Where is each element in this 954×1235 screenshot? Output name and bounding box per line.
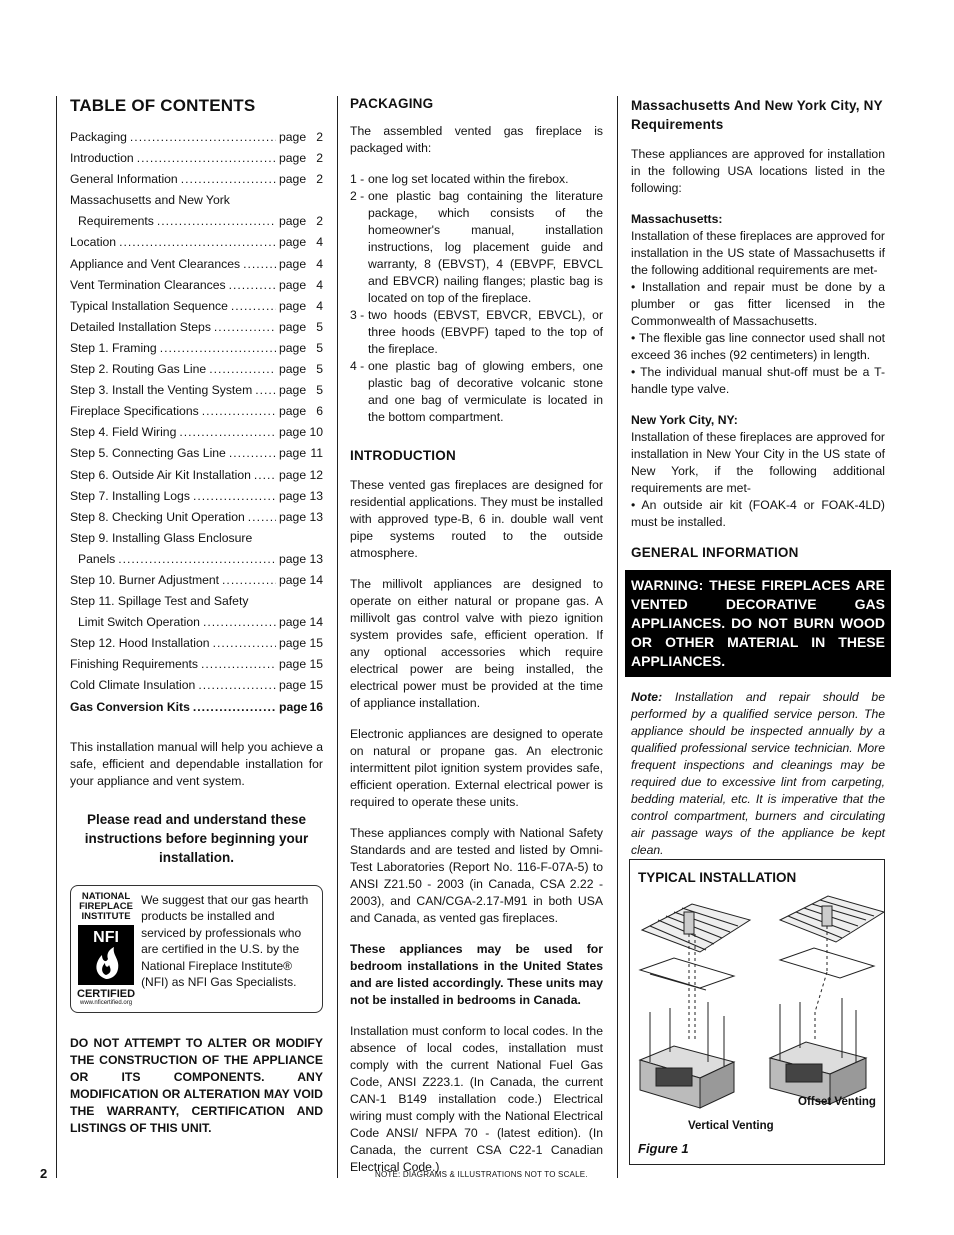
toc-entry-title: Gas Conversion Kits [70,699,190,714]
toc-entry [70,657,323,678]
offset-venting-label: Offset Venting [798,1096,876,1108]
nfi-url: www.nficertified.org [80,999,133,1006]
warning-box: WARNING: THESE FIREPLACES ARE VENTED DECORATIVE GAS APPLIANCES. DO NOT BURN WOOD OR OTHER MATERIAL IN THESE APPLIANCES. [625,570,891,677]
packaging-item-number: 3 - [350,308,365,322]
toc-page-word: page [279,615,307,630]
toc-entry [70,341,323,362]
toc-entry [70,573,323,594]
toc-page-word: page [279,657,307,672]
toc-leader-dots [203,615,276,629]
toc-page-number: 5 [316,319,323,334]
toc-page-number: 14 [309,572,323,587]
toc-page-number: 5 [316,362,323,377]
toc-page-number: 13 [309,509,323,524]
massachusetts-intro: These appliances are approved for installation in the following USA locations listed in the following: [631,147,885,195]
toc-page-word: page [279,319,307,334]
toc-entry [70,468,323,489]
toc-entry-title: Step 3. Install the Venting System [70,383,253,398]
toc-page-number: 4 [316,235,323,250]
toc-entry [70,425,323,446]
toc-page-word: page [279,425,307,440]
toc-leader-dots [198,678,276,692]
packaging-item-number: 2 - [350,189,365,203]
toc-page-number: 4 [316,277,323,292]
toc-entry-title: Packaging [70,130,127,144]
note-text: Installation and repair should be performed by a qualified service person. The appliance should be inspected annually by a qualified professional service technician. More frequent inspections and cleanings may be required due to excessive lint from carpeting, bedding material, etc. It is imperative that the control compartment, burners and circulating air passage ways of the appliance be kept clean. [631,690,885,857]
toc-entry-title: Location [70,235,117,250]
typical-installation-figure [629,859,885,1165]
toc-entry [70,362,323,383]
nfi-text: We suggest that our gas hearth products be installed and serviced by professionals who are certified in the U.S. by the National Fireplace Institute® (NFI) as NFI Gas Specialists. [141,892,309,990]
toc-entry [70,383,323,404]
toc-entry-title: Step 12. Hood Installation [70,636,210,651]
toc-leader-dots [181,172,276,186]
toc-leader-dots [157,214,276,228]
introduction-paragraph: These appliances comply with National Safety Standards and are tested and listed by Omni-Test Laboratories (Report No. 116-F-07A-5) to ANSI Z21.50 - 2003 (in Canada, CSA 2.22 - 2003), and CAN/CGA-2.17-M91 in both USA and Canada, as vented gas fireplaces. [350,826,603,925]
toc-entry-title: Step 4. Field Wiring [70,425,177,440]
toc-leader-dots [118,552,276,566]
toc-entry [70,278,323,299]
toc-page-word: page [279,298,307,313]
column-left [70,96,323,1137]
toc-page-number: 14 [309,615,323,630]
toc-leader-dots [213,636,276,650]
toc-leader-dots [214,320,276,334]
toc-page-word: page [279,699,308,714]
toc-page-number: 15 [309,678,323,693]
toc-page-number: 6 [316,404,323,419]
toc-entry-title: Step 8. Checking Unit Operation [70,509,245,524]
massachusetts-bullets [631,279,885,398]
toc-page-word: page [279,404,307,419]
toc-leader-dots [137,151,276,165]
packaging-item-text: one plastic bag of glowing embers, one plastic bag of decorative volcanic stone and one bag of vermiculate is located in the bottom compartment. [368,359,603,424]
toc-page-word: page [279,235,307,250]
vertical-venting-label: Vertical Venting [688,1120,774,1132]
toc-entry-title: Cold Climate Insulation [70,678,196,693]
toc-entry [70,235,323,256]
toc-entry [70,615,323,636]
toc-title: TABLE OF CONTENTS [70,96,256,115]
toc-entry [70,531,323,552]
toc-page-word: page [279,467,307,482]
toc-leader-dots [243,257,276,271]
toc-leader-dots [231,299,276,313]
toc-page-word: page [279,572,307,587]
massachusetts-bullet: • Installation and repair must be done by a plumber or gas fitter licensed in the Commonwealth of Massachusetts. [631,280,885,328]
packaging-item-number: 4 - [350,359,365,373]
toc-leader-dots [193,700,276,714]
toc-leader-dots [209,362,276,376]
toc-leader-dots [222,573,276,587]
toc-entry-title: Appliance and Vent Clearances [70,256,241,271]
toc-entry-title: Finishing Requirements [70,657,199,672]
toc-leader-dots [179,425,276,439]
toc-page-number: 15 [309,636,323,651]
toc-page-word: page [279,446,307,461]
toc-entry [70,510,323,531]
toc-entry-title: Step 7. Installing Logs [70,488,190,503]
toc-page-word: page [279,488,307,503]
toc-page-word: page [279,362,307,377]
massachusetts-section [631,211,885,531]
toc-page-number: 10 [309,425,323,440]
packaging-item-text: two hoods (EBVST, EBVCR, EBVCL), or three hoods (EBVPF) taped to the top of the fireplace. [368,308,603,356]
toc-entry [70,446,323,467]
toc-page-number: 2 [316,130,323,144]
toc-page-word: page [279,340,307,355]
toc-page-number: 16 [309,699,323,714]
toc-entry-title: Typical Installation Sequence [70,298,228,313]
note-paragraph [631,689,885,859]
toc-entry-title: Vent Termination Clearances [70,277,226,292]
toc-entry-title: Step 2. Routing Gas Line [70,362,207,377]
toc-leader-dots [119,235,276,249]
toc-entry [70,193,323,214]
column-middle [350,96,603,1190]
toc-leader-dots [193,489,276,503]
figure-caption: Figure 1 [638,1141,689,1156]
toc-entry [70,678,323,699]
toc-leader-dots [248,510,276,524]
toc-entry [70,257,323,278]
toc-entry [70,636,323,657]
packaging-item-number: 1 - [350,172,365,186]
packaging-item [350,171,603,188]
toc-leader-dots [130,130,276,144]
packaging-heading: PACKAGING [350,96,434,111]
toc-page-number: 5 [316,340,323,355]
codes-paragraph: Installation must conform to local codes. In the absence of local codes, installation must comply with the current National Fuel Gas Code, ANSI Z223.1. (In Canada, the current CAN-1 B149 installation code.) Electrical wiring must comply with the National Electrical Code ANSI/ NFPA 70 - (latest edition). (In Canada, the current CSA C22-1 Canadian Electrical Code.) [350,1024,603,1174]
toc-page-word: page [279,130,307,144]
introduction-paragraphs [350,477,603,927]
massachusetts-text: Installation of these fireplaces are approved for installation in the US state of Massachusetts if the following additional requirements are met- [631,229,885,277]
toc-entry [70,404,323,425]
toc-entry [70,130,323,151]
toc-entry [70,320,323,341]
introduction-heading: INTRODUCTION [350,448,456,463]
toc-entry-title: Step 5. Connecting Gas Line [70,446,226,461]
toc-entry-title: Step 6. Outside Air Kit Installation [70,467,251,482]
toc-entry-title: Step 9. Installing Glass Enclosure [70,530,253,545]
toc-page-word: page [279,172,307,187]
massachusetts-heading: Massachusetts And New York City, NY Requirements [631,98,883,132]
toc-page-word: page [279,256,307,271]
please-read-notice: Please read and understand these instructions before beginning your installation. [84,811,309,865]
nfi-logo-title: NATIONAL FIREPLACE INSTITUTE [79,890,133,922]
toc-page-number: 13 [309,551,323,566]
toc-leader-dots [202,404,276,418]
figure-title: TYPICAL INSTALLATION [638,870,797,885]
column-right [631,96,885,859]
packaging-item-text: one plastic bag containing the literature package, which consists of the homeowner's manual, installation instructions, log placement guide and warranty, 8 (EBVST), 4 (EBVPF, EBVCL and EBVCR) nailing flanges; plastic bag is located on top of the fireplace. [368,189,603,305]
toc-page-number: 15 [309,657,323,672]
massachusetts-subheading: Massachusetts: [631,212,723,226]
toc-page-number: 2 [316,151,323,166]
general-information-heading: GENERAL INFORMATION [631,545,799,560]
new-york-bullet: • An outside air kit (FOAK-4 or FOAK-4LD) must be installed. [631,498,885,529]
toc-entry-title: Step 10. Burner Adjustment [70,572,220,587]
toc-page-word: page [279,551,307,566]
toc-leader-dots [201,657,276,671]
toc-entry-title: Limit Switch Operation [78,615,200,630]
toc-entry [70,594,323,615]
toc-entry [70,489,323,510]
toc-page-number: 4 [316,298,323,313]
toc-entry [70,172,323,193]
column-divider-2 [617,96,618,1178]
toc-entry-title: Massachusetts and New York [70,193,230,208]
nfi-flame-icon: NFI [78,925,134,985]
page-number: 2 [40,1166,48,1181]
toc-page-word: page [279,214,307,229]
introduction-paragraph: Electronic appliances are designed to operate on natural or propane gas. An electronic intermittent pilot ignition system provides safe, efficient operation. External electrical power is required to operate these units. [350,727,603,809]
toc-entry-title: General Information [70,172,178,187]
nfi-certification-box [70,885,323,1013]
column-divider-1 [337,96,338,1178]
intro-paragraph: This installation manual will help you achieve a safe, efficient and dependable installation for your appliance and vent system. [70,739,323,788]
toc-entry-title: Step 11. Spillage Test and Safety [70,594,249,609]
toc-leader-dots [254,468,276,482]
toc-page-number: 5 [316,383,323,398]
nfi-certified-label: CERTIFIED [77,987,136,1000]
toc-page-number: 2 [316,172,323,187]
packaging-intro: The assembled vented gas fireplace is packaged with: [350,124,603,155]
toc-entry [70,552,323,573]
packaging-item-text: one log set located within the firebox. [368,172,569,186]
toc-entry [70,214,323,235]
bedroom-notice: These appliances may be used for bedroom installations in the United States and are listed accordingly. These units may not be installed in bedrooms in Canada. [350,942,603,1007]
toc-page-word: page [279,636,307,651]
toc-entry-title: Fireplace Specifications [70,404,199,419]
toc-leader-dots [255,383,276,397]
toc-entry-title: Introduction [70,151,134,166]
toc-entry [70,299,323,320]
toc-entry-title: Detailed Installation Steps [70,319,211,334]
packaging-item [350,358,603,426]
new-york-subheading: New York City, NY: [631,413,738,427]
toc-page-word: page [279,151,307,166]
massachusetts-bullet: • The individual manual shut-off must be a T-handle type valve. [631,365,885,396]
packaging-list [350,171,603,426]
toc-entry [70,151,323,172]
packaging-item [350,307,603,358]
toc-page-number: 11 [310,446,323,461]
toc-page-word: page [279,277,307,292]
toc-leader-dots [229,278,276,292]
toc-page-word: page [279,383,307,398]
introduction-paragraph: The millivolt appliances are designed to operate on either natural or propane gas. A millivolt gas control valve with piezo ignition system provides safe, efficient operation. If any optional accessories which require electrical power are being installed, the electrical power must be provided at the time of appliance installation. [350,577,603,710]
massachusetts-bullet: • The flexible gas line connector used shall not exceed 36 inches (92 centimeters) in length. [631,331,885,362]
packaging-item [350,188,603,307]
scale-footnote: NOTE: DIAGRAMS & ILLUSTRATIONS NOT TO SCALE. [375,1170,588,1179]
table-of-contents [70,130,323,721]
toc-page-number: 13 [309,488,323,503]
note-label: Note: [631,690,663,704]
toc-page-word: page [279,678,307,693]
new-york-text: Installation of these fireplaces are approved for installation in New Your City in the US state of New York, if the following additional requirements are met- [631,430,885,495]
nfi-logo [77,892,135,1006]
toc-page-number: 4 [316,256,323,271]
toc-entry-title: Requirements [78,214,154,229]
fireplace-illustration [630,892,884,1122]
toc-leader-dots [229,446,276,460]
toc-entry [70,700,323,721]
toc-page-number: 12 [309,467,323,482]
toc-page-number: 2 [316,214,323,229]
left-margin-rule [56,96,57,1178]
toc-entry-title: Step 1. Framing [70,340,157,355]
toc-entry-title: Panels [78,551,116,566]
introduction-paragraph: These vented gas fireplaces are designed for residential applications. They must be installed with approved type-B, 6 in. double wall vent pipe systems routed to the outside atmosphere. [350,478,603,560]
do-not-alter-warning: DO NOT ATTEMPT TO ALTER OR MODIFY THE CONSTRUCTION OF THE APPLIANCE OR ITS COMPONENTS. ANY MODIFICATION OR ALTERATION MAY VOID THE WARRANTY, CERTIFICATION AND LISTINGS OF THIS UNIT. [70,1035,323,1135]
toc-page-word: page [279,509,307,524]
toc-leader-dots [160,341,276,355]
